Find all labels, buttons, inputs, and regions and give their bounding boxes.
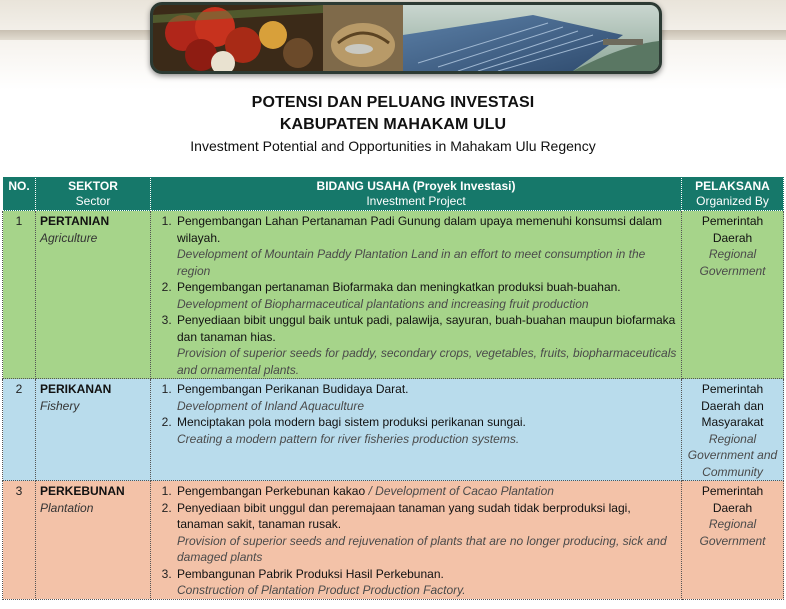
project-text-en: Development of Cacao Plantation	[375, 484, 554, 498]
column-header-organizer	[682, 177, 784, 211]
project-list	[155, 483, 677, 599]
project-item	[175, 213, 677, 279]
project-item	[175, 279, 677, 312]
fish-basket-photo	[323, 5, 403, 71]
organizer-name: Pemerintah Daerah	[701, 214, 764, 245]
organizer-cell	[682, 481, 784, 600]
projects-cell	[151, 379, 682, 481]
project-item	[175, 312, 677, 378]
project-text-en: Construction of Plantation Product Production Factory.	[177, 583, 466, 597]
project-list	[155, 381, 677, 447]
sector-name: PERKEBUNAN	[40, 484, 125, 498]
row-number: 3	[3, 481, 36, 600]
project-text: 3. Pembangunan Pabrik Produksi Hasil Perkebunan.	[177, 566, 444, 581]
project-text-en: Development of Mountain Paddy Plantation Land in an effort to meet consumption in the region	[177, 247, 646, 278]
organizer-name-en: Regional Government and Community	[687, 431, 778, 479]
projects-cell	[151, 211, 682, 379]
project-text	[177, 483, 677, 500]
table-row	[3, 379, 784, 481]
project-item	[175, 566, 677, 599]
row-number: 1	[3, 211, 36, 379]
project-item	[175, 500, 677, 566]
project-text-en: Creating a modern pattern for river fisheries production systems.	[177, 431, 520, 446]
project-text: 2. Pengembangan pertanaman Biofarmaka dan meningkatkan produksi buah-buahan.	[177, 280, 621, 294]
project-text-en: Provision of superior seeds and rejuvenation of plants that are no longer producing, sick and damaged plants	[177, 533, 667, 564]
sector-name: PERIKANAN	[40, 382, 112, 396]
column-business-en-label: Investment Project	[366, 194, 466, 208]
sector-cell	[36, 379, 151, 481]
organizer-cell	[682, 379, 784, 481]
sector-name-en: Fishery	[40, 398, 80, 413]
column-organizer-label: PELAKSANA	[695, 179, 770, 193]
project-text: 2. Menciptakan pola modern bagi sistem produksi perikanan sungai.	[177, 415, 526, 429]
sector-cell	[36, 211, 151, 379]
project-text: 3. Penyediaan bibit unggul baik untuk padi, palawija, sayuran, buah-buahan maupun biofarmaka dan tanaman hias.	[177, 313, 676, 344]
organizer-name: Pemerintah Daerah dan Masyarakat	[701, 382, 764, 429]
sector-name-en: Plantation	[40, 500, 94, 515]
column-no-label: NO.	[8, 179, 30, 193]
row-number: 2	[3, 379, 36, 481]
table-row	[3, 481, 784, 600]
column-business-label: BIDANG USAHA (Proyek Investasi)	[316, 179, 516, 193]
project-text-en: Provision of superior seeds for paddy, secondary crops, vegetables, fruits, biopharmaceuticals and ornamental plants.	[177, 346, 677, 377]
projects-cell	[151, 481, 682, 600]
organizer-cell	[682, 211, 784, 379]
organizer-name-en: Regional Government	[699, 247, 766, 278]
organizer-name-en: Regional Government	[699, 517, 766, 548]
project-text-separator: /	[365, 484, 376, 498]
organizer-name: Pemerintah Daerah	[701, 484, 764, 515]
sector-cell	[36, 481, 151, 600]
investment-table	[2, 176, 784, 600]
project-text: 1. Pengembangan Perikanan Budidaya Darat.	[177, 382, 409, 396]
header-banner-image	[150, 2, 662, 74]
page-titles	[0, 92, 786, 156]
project-item	[175, 483, 677, 500]
sector-name: PERTANIAN	[40, 214, 110, 228]
column-sector-label: SEKTOR	[68, 179, 118, 193]
palm-fruit-photo	[153, 5, 323, 71]
table-header-row	[3, 177, 784, 211]
project-text-en: Development of Inland Aquaculture	[177, 398, 365, 413]
project-text: 1. Pengembangan Lahan Pertanaman Padi Gunung dalam upaya memenuhi konsumsi dalam wilayah.	[177, 214, 662, 245]
page-title: POTENSI DAN PELUANG INVESTASI	[251, 94, 535, 111]
column-sector-en-label: Sector	[75, 194, 111, 208]
page-subtitle: Investment Potential and Opportunities in Mahakam Ulu Regency	[190, 138, 596, 154]
project-list	[155, 213, 677, 378]
project-item	[175, 414, 677, 447]
sector-name-en: Agriculture	[40, 230, 98, 245]
page-title-region: KABUPATEN MAHAKAM ULU	[279, 116, 507, 133]
project-item	[175, 381, 677, 414]
project-text-main: Pengembangan Perkebunan kakao	[177, 484, 366, 498]
column-header-business	[151, 177, 682, 211]
project-text-en: Development of Biopharmaceutical plantations and increasing fruit production	[177, 296, 589, 311]
column-header-sector	[36, 177, 151, 211]
table-row	[3, 211, 784, 379]
solar-panels-river-photo	[403, 5, 659, 71]
column-header-no	[3, 177, 36, 211]
project-text: 2. Penyediaan bibit unggul dan peremajaan tanaman yang sudah tidak berproduksi lagi, tanaman sakit, tanaman rusak.	[177, 500, 631, 531]
column-organizer-en-label: Organized By	[696, 194, 769, 208]
